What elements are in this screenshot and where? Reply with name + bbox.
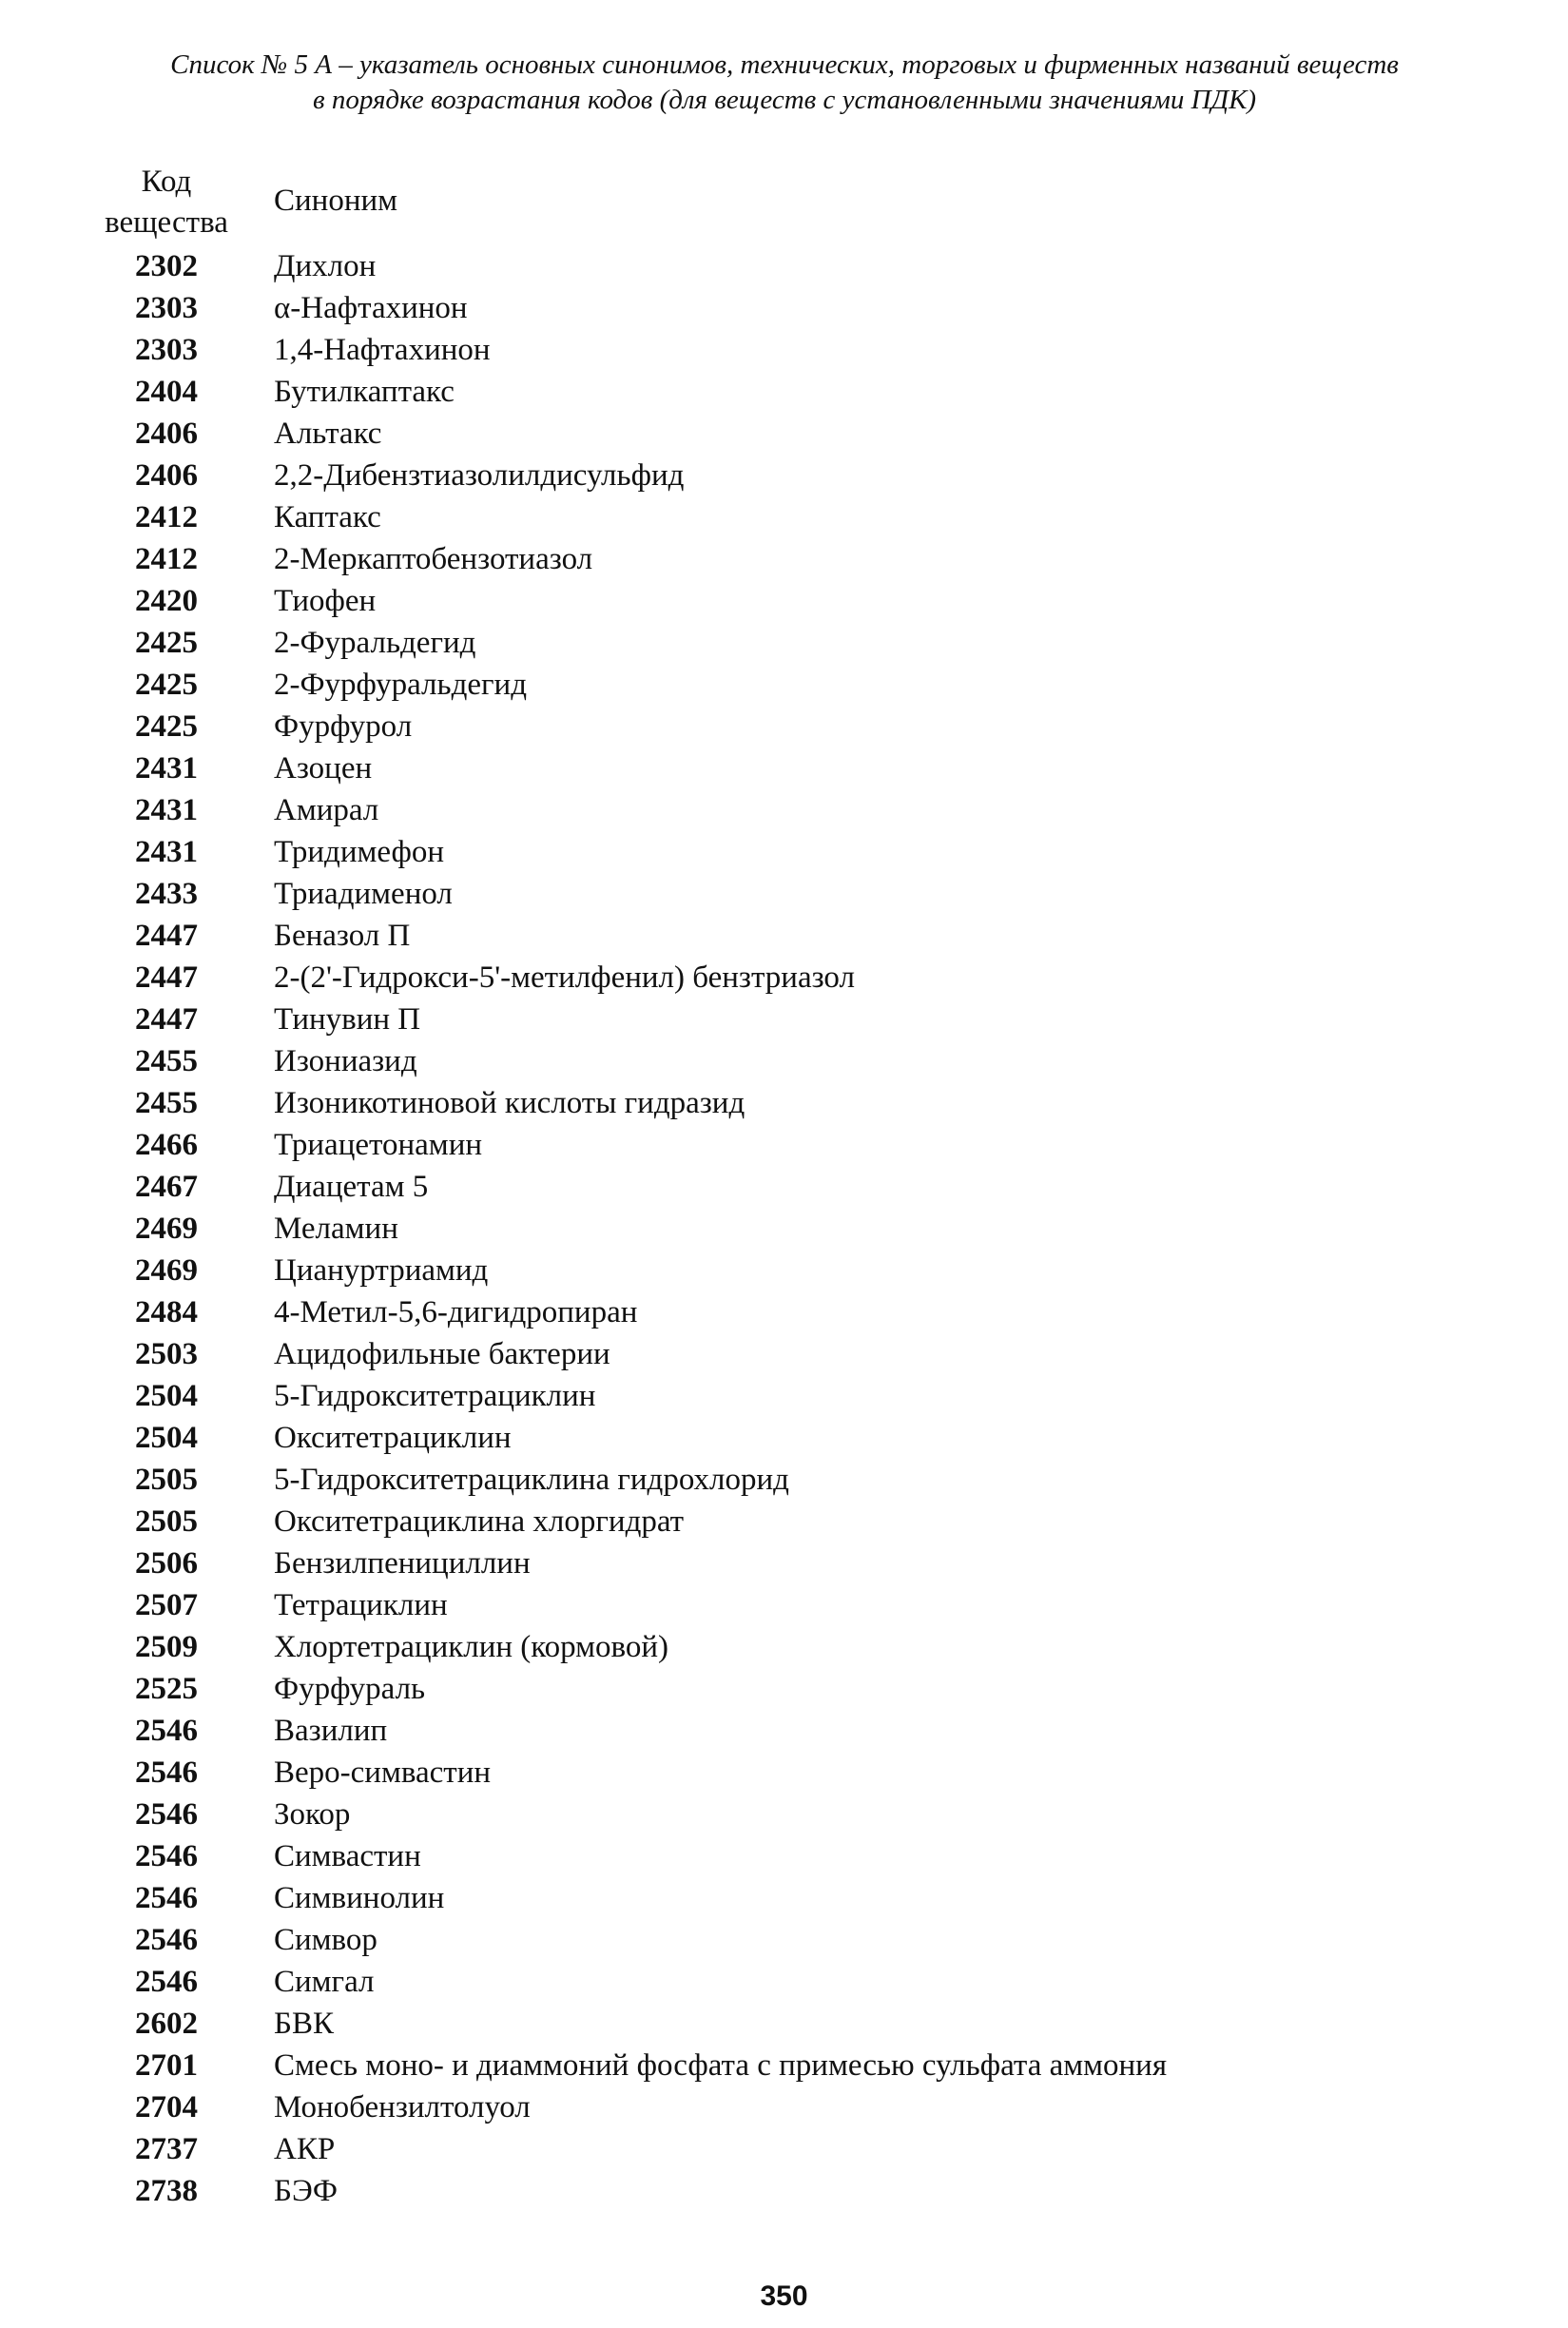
synonym-name: Тридимефон	[274, 835, 444, 869]
synonym-name: Монобензилтолуол	[274, 2090, 531, 2124]
synonym-name: Веро-симвастин	[274, 1756, 492, 1790]
substance-code: 2302	[135, 249, 198, 283]
code-column-header	[95, 162, 238, 243]
synonym-name: Триацетонамин	[274, 1128, 483, 1162]
synonym-name: 5-Гидрокситетрациклина гидрохлорид	[274, 1463, 789, 1497]
substance-code: 2431	[135, 751, 198, 786]
substance-code: 2406	[135, 417, 198, 451]
substance-code: 2431	[135, 793, 198, 827]
substance-code: 2546	[135, 1965, 198, 1999]
synonym-name: Альтакс	[274, 417, 382, 451]
list-heading	[57, 48, 1512, 118]
substance-code: 2505	[135, 1463, 198, 1497]
substance-code: 2503	[135, 1337, 198, 1371]
substance-code: 2525	[135, 1672, 198, 1706]
synonym-name: 2-(2'-Гидрокси-5'-метилфенил) бензтриазол	[274, 960, 855, 995]
substance-code: 2433	[135, 877, 198, 911]
table-row	[95, 1166, 1474, 1208]
synonym-name: Меламин	[274, 1212, 398, 1246]
substance-code: 2447	[135, 1002, 198, 1037]
substance-code: 2303	[135, 291, 198, 325]
table-row	[95, 1501, 1474, 1542]
synonym-name: Амирал	[274, 793, 379, 827]
table-row	[95, 1919, 1474, 1961]
substance-code: 2466	[135, 1128, 198, 1162]
substance-code: 2412	[135, 500, 198, 534]
synonym-name: Каптакс	[274, 500, 381, 534]
table-row	[95, 1584, 1474, 1626]
substance-code: 2546	[135, 1923, 198, 1957]
table-header	[95, 162, 1426, 247]
substance-code: 2484	[135, 1295, 198, 1329]
substance-code: 2507	[135, 1588, 198, 1622]
synonym-name: Ацидофильные бактерии	[274, 1337, 610, 1371]
substance-code: 2506	[135, 1546, 198, 1581]
table-row	[95, 831, 1474, 873]
synonym-name: БЭФ	[274, 2174, 338, 2208]
substance-code: 2704	[135, 2090, 198, 2124]
synonym-name: Смесь моно- и диаммоний фосфата с примесью сульфата аммония	[274, 2048, 1168, 2083]
substance-code: 2737	[135, 2132, 198, 2166]
table-row	[95, 1877, 1474, 1919]
substance-code: 2425	[135, 668, 198, 702]
table-row	[95, 1459, 1474, 1501]
substance-code: 2504	[135, 1379, 198, 1413]
table-row	[95, 1082, 1474, 1124]
table-row	[95, 1417, 1474, 1459]
table-row	[95, 1668, 1474, 1710]
substance-code: 2546	[135, 1714, 198, 1748]
table-row	[95, 455, 1474, 496]
table-row	[95, 2170, 1474, 2212]
synonym-name: Симвор	[274, 1923, 377, 1957]
synonym-name: Вазилип	[274, 1714, 388, 1748]
synonym-name: Окситетрациклина хлоргидрат	[274, 1504, 685, 1539]
table-row	[95, 706, 1474, 747]
table-row	[95, 915, 1474, 957]
substance-code: 2455	[135, 1086, 198, 1120]
synonym-name: Симгал	[274, 1965, 375, 1999]
substance-code: 2469	[135, 1253, 198, 1288]
synonym-name: 2-Фурфуральдегид	[274, 668, 527, 702]
substance-code: 2509	[135, 1630, 198, 1664]
substance-code: 2303	[135, 333, 198, 367]
synonym-name: Азоцен	[274, 751, 373, 786]
synonym-name: Циануртриамид	[274, 1253, 489, 1288]
synonym-name: 1,4-Нафтахинон	[274, 333, 491, 367]
table-row	[95, 580, 1474, 622]
substance-code: 2412	[135, 542, 198, 576]
substance-code: 2504	[135, 1421, 198, 1455]
synonym-name: Симвинолин	[274, 1881, 445, 1915]
table-row	[95, 1542, 1474, 1584]
substance-code: 2431	[135, 835, 198, 869]
substance-code: 2546	[135, 1756, 198, 1790]
synonym-name: Хлортетрациклин (кормовой)	[274, 1630, 669, 1664]
synonym-name: БВК	[274, 2007, 334, 2041]
synonym-name: Изоникотиновой кислоты гидразид	[274, 1086, 745, 1120]
table-row	[95, 957, 1474, 999]
synonym-name: Тиофен	[274, 584, 377, 618]
substance-code: 2425	[135, 709, 198, 744]
substance-code: 2602	[135, 2007, 198, 2041]
synonym-name: АКР	[274, 2132, 336, 2166]
table-row	[95, 1794, 1474, 1835]
substance-code: 2546	[135, 1797, 198, 1832]
substance-code: 2738	[135, 2174, 198, 2208]
substance-code: 2447	[135, 960, 198, 995]
synonym-name: Бутилкаптакс	[274, 375, 455, 409]
table-row	[95, 999, 1474, 1040]
synonym-column-header: Синоним	[274, 184, 398, 218]
synonym-table	[95, 245, 1474, 2212]
table-row	[95, 873, 1474, 915]
table-row	[95, 1333, 1474, 1375]
table-row	[95, 2128, 1474, 2170]
synonym-name: Триадименол	[274, 877, 453, 911]
synonym-name: Тинувин П	[274, 1002, 421, 1037]
synonym-name: 2-Фуральдегид	[274, 626, 476, 660]
synonym-name: Бензилпенициллин	[274, 1546, 531, 1581]
table-row	[95, 245, 1474, 287]
table-row	[95, 1710, 1474, 1752]
substance-code: 2467	[135, 1170, 198, 1204]
synonym-name: α-Нафтахинон	[274, 291, 468, 325]
synonym-name: Беназол П	[274, 919, 411, 953]
page-number: 350	[760, 2280, 808, 2312]
table-row	[95, 1250, 1474, 1291]
synonym-name: 4-Метил-5,6-дигидропиран	[274, 1295, 638, 1329]
substance-code: 2469	[135, 1212, 198, 1246]
table-row	[95, 664, 1474, 706]
substance-code: 2546	[135, 1881, 198, 1915]
table-row	[95, 622, 1474, 664]
synonym-name: 2-Меркаптобензотиазол	[274, 542, 593, 576]
substance-code: 2701	[135, 2048, 198, 2083]
substance-code: 2447	[135, 919, 198, 953]
code-header-line-2: вещества	[105, 205, 228, 240]
synonym-name: 2,2-Дибензтиазолилдисульфид	[274, 458, 685, 493]
table-row	[95, 2003, 1474, 2045]
heading-line-2: в порядке возрастания кодов (для веществ с установленными значениями ПДК)	[312, 85, 1256, 115]
heading-line-1: Список № 5 А – указатель основных синонимов, технических, торговых и фирменных названий веществ	[170, 49, 1399, 80]
synonym-name: Фурфураль	[274, 1672, 426, 1706]
table-row	[95, 1835, 1474, 1877]
table-row	[95, 413, 1474, 455]
substance-code: 2420	[135, 584, 198, 618]
table-row	[95, 1291, 1474, 1333]
synonym-name: Тетрациклин	[274, 1588, 448, 1622]
table-row	[95, 1752, 1474, 1794]
synonym-name: Изониазид	[274, 1044, 417, 1078]
table-row	[95, 2045, 1474, 2086]
table-row	[95, 1375, 1474, 1417]
synonym-name: Диацетам 5	[274, 1170, 429, 1204]
table-row	[95, 1961, 1474, 2003]
substance-code: 2455	[135, 1044, 198, 1078]
table-row	[95, 1124, 1474, 1166]
table-row	[95, 538, 1474, 580]
synonym-name: Симвастин	[274, 1839, 421, 1873]
table-row	[95, 747, 1474, 789]
table-row	[95, 496, 1474, 538]
substance-code: 2406	[135, 458, 198, 493]
table-row	[95, 329, 1474, 371]
table-row	[95, 371, 1474, 413]
substance-code: 2404	[135, 375, 198, 409]
code-header-line-1: Код	[141, 165, 192, 199]
synonym-name: Зокор	[274, 1797, 351, 1832]
synonym-name: Фурфурол	[274, 709, 413, 744]
substance-code: 2546	[135, 1839, 198, 1873]
substance-code: 2505	[135, 1504, 198, 1539]
substance-code: 2425	[135, 626, 198, 660]
synonym-name: Окситетрациклин	[274, 1421, 512, 1455]
table-row	[95, 789, 1474, 831]
table-row	[95, 2086, 1474, 2128]
table-row	[95, 1626, 1474, 1668]
table-row	[95, 287, 1474, 329]
table-row	[95, 1040, 1474, 1082]
synonym-name: Дихлон	[274, 249, 377, 283]
synonym-name: 5-Гидрокситетрациклин	[274, 1379, 596, 1413]
table-row	[95, 1208, 1474, 1250]
